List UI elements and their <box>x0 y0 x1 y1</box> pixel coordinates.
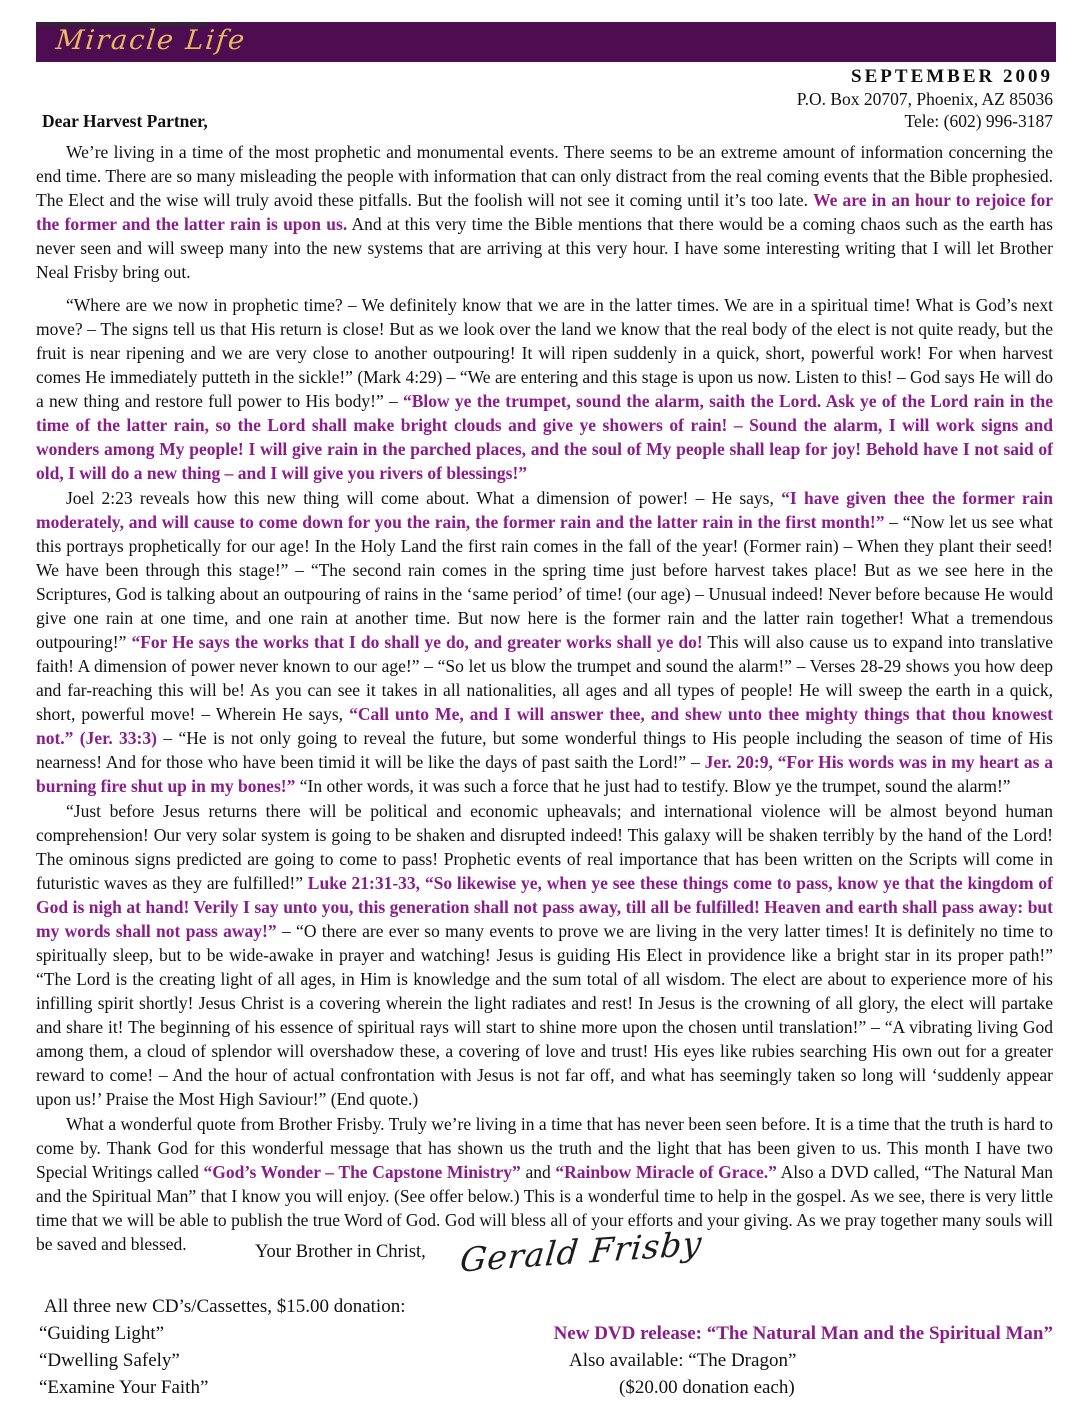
letter-body <box>36 140 1053 1257</box>
offers-row <box>36 1374 1053 1401</box>
body-text: Also a DVD called, “The Natural Man and the Spiritual Man” that I know you will enjoy. (See offer below.) This is a wonderful time to help in the gospel. As we see, there is very little time that we will be able to publish the true Word of God. God will bless all of your efforts and your giving. As we pray together many souls will be saved and blessed. <box>36 1162 1053 1254</box>
scripture-emphasis-text: “God’s Wonder – The Capstone Ministry” <box>203 1162 521 1182</box>
body-text: We’re living in a time of the most prophetic and monumental events. There seems to be an extreme amount of information concerning the end time. There are so many misleading the people with information that can only distract from the real coming events that the Bible prophesied. The Elect and the wise will truly avoid these pitfalls. But the foolish will not see it coming until it’s too late. <box>36 142 1053 210</box>
body-text: “Where are we now in prophetic time? – We definitely know that we are in the latter times. We are in a spiritual time! What is God’s next move? – The signs tell us that His return is close! But as we look over the land we know that the real body of the elect is not quite ready, but the fruit is near ripening and we are very close to another outpouring! It will ripen suddenly in a quick, short, powerful work! For when harvest comes He immediately putteth in the sickle!” (Mark 4:29) – “We are entering and this stage is upon us now. Listen to this! – God says He will do a new thing and restore full power to His body!” – <box>36 295 1053 411</box>
scripture-emphasis-text: “Blow ye the trumpet, sound the alarm, saith the Lord. Ask ye of the Lord rain in the time of the latter rain, so the Lord shall make bright clouds and give ye showers of rain! – Sound the alarm, I will work signs and wonders among My people! I will give rain in the parched places, and the soul of My people shall leap for joy! Behold have I not said of old, I will do a new thing – and I will give you rivers of blessings!” <box>36 391 1053 483</box>
offers-row <box>36 1293 1053 1320</box>
also-available-note: Also available: “The Dragon” <box>569 1350 797 1371</box>
cd-title: “Guiding Light” <box>39 1323 165 1344</box>
body-text: and <box>520 1162 556 1182</box>
letter-paragraph <box>36 486 1053 798</box>
body-text: – “Now let us see what this portrays prophetically for our age! In the Holy Land the first rain comes in the fall of the year! (Former rain) – When they plant their seed! We have been through this stage!” – “The second rain comes in the spring time just before harvest takes place! But as we see here in the Scriptures, God is talking about an outpouring of rains in the ‘same period’ of time! (our age) – Unusual indeed! Never before because He would give one rain at one time, and one rain at another time. But now here is the former rain and the latter rain together! What a tremendous outpouring!” <box>36 512 1053 652</box>
body-text: – “O there are ever so many events to prove we are living in the very latter times! It is definitely no time to spiritually sleep, but to be wide-awake in prayer and watching! Jesus is guiding His Elect in providence like a bright star in its proper path!” “The Lord is the creating light of all ages, in Him is knowledge and the sum total of all wisdom. The elect are about to experience more of his infilling spirit shortly! Jesus Christ is a covering wherein the light radiates and rest! In Jesus is the crowning of all glory, the elect will partake and share it! The beginning of his essence of spiritual rays will start to shine more upon the chosen until translation!” – “A vibrating living God among them, a cloud of splendor will overshadow these, a covering of love and trust! His eyes like rubies searching His own out for a greater reward to come! – And the hour of actual confrontation with Jesus is not far off, and what has seemingly taken so long will ‘suddenly appear upon us!’ Praise the Most High Saviour!” (End quote.) <box>36 921 1053 1109</box>
body-text: What a wonderful quote from Brother Frisby. Truly we’re living in a time that has never been seen before. It is a time that the truth is hard to come by. Thank God for this wonderful message that has shown us the truth and the light that has been given to us. This month I have two Special Writings called <box>36 1114 1053 1182</box>
body-text: Joel 2:23 reveals how this new thing will come about. What a dimension of power! – He says, <box>66 488 782 508</box>
body-text: And at this very time the Bible mentions that there would be a coming chaos such as the earth has never seen and will sweep many into the new systems that are arriving at this very hour. I have some interesting writing that I will let Brother Neal Frisby bring out. <box>36 214 1053 282</box>
signature: Gerald Frisby <box>458 1223 705 1280</box>
scripture-emphasis-text: Luke 21:31-33, “So likewise ye, when ye see these things come to pass, know ye that the kingdom of God is nigh at hand! Verily I say unto you, this generation shall not pass away, till all be fulfilled! Heaven and earth shall pass away: but my words shall not pass away!” <box>36 873 1054 941</box>
body-text: This will also cause us to expand into translative faith! A dimension of power never known to our age!” – “So let us blow the trumpet and sound the alarm!” – Verses 28-29 shows you how deep and far-reaching this will be! As you can see it takes in all nationalities, all ages and all types of people! He will sweep the earth in a quick, short, powerful move! – Wherein He says, <box>36 632 1053 724</box>
issue-date: SEPTEMBER 2009 <box>851 66 1053 87</box>
letter-paragraph <box>36 140 1053 284</box>
scripture-emphasis-text: We are in an hour to rejoice for the former and the latter rain is upon us. <box>36 190 1053 234</box>
phone-number: Tele: (602) 996-3187 <box>904 111 1053 131</box>
letter-paragraph <box>36 799 1053 1111</box>
body-text: “Just before Jesus returns there will be political and economic upheavals; and international violence will be almost beyond human comprehension! Our very solar system is going to be shaken and disrupted indeed! This galaxy will be shaken terribly by the hand of the Lord! The ominous signs predicted are going to come to pass! Prophetic events of real importance that has been written on the Scripts will come in futuristic waves as they are fulfilled!” <box>36 801 1053 893</box>
dvd-release-announcement: New DVD release: “The Natural Man and the Spiritual Man” <box>553 1323 1053 1344</box>
closing-label: Your Brother in Christ, <box>255 1242 426 1262</box>
letter-footer <box>36 1222 1053 1401</box>
salutation: Dear Harvest Partner, <box>42 111 208 131</box>
offers-row <box>36 1347 1053 1374</box>
header-info <box>36 66 1053 132</box>
offers-section <box>36 1293 1053 1401</box>
cd-offer-header: All three new CD’s/Cassettes, $15.00 donation: <box>44 1296 406 1317</box>
scripture-emphasis-text: “Rainbow Miracle of Grace.” <box>555 1162 777 1182</box>
masthead-banner <box>36 22 1056 62</box>
newsletter-title: Miracle Life <box>54 25 248 56</box>
body-text: “In other words, it was such a force that he just had to testify. Blow ye the trumpet, sound the alarm!” <box>295 776 1011 796</box>
offers-row <box>36 1320 1053 1347</box>
scripture-emphasis-text: “Call unto Me, and I will answer thee, and shew unto thee mighty things that thou knowest not.” (Jer. 33:3) <box>36 704 1053 748</box>
body-text: – “He is not only going to reveal the future, but some wonderful things to His people including the season of time of His nearness! And for those who have been timid it will be like the days of past saith the Lord!” – <box>36 728 1053 772</box>
scripture-emphasis-text: “I have given thee the former rain moderately, and will cause to come down for you the rain, the former rain and the latter rain in the first month!” <box>36 488 1053 532</box>
scripture-emphasis-text: Jer. 20:9, “For His words was in my heart as a burning fire shut up in my bones!” <box>36 752 1054 796</box>
cd-title: “Examine Your Faith” <box>39 1377 209 1398</box>
scripture-emphasis-text: “For He says the works that I do shall ye do, and greater works shall ye do! <box>131 632 703 652</box>
po-box-address: P.O. Box 20707, Phoenix, AZ 85036 <box>796 89 1053 109</box>
letter-paragraph <box>36 293 1053 485</box>
closing <box>36 1223 1053 1280</box>
cd-title: “Dwelling Safely” <box>39 1350 180 1371</box>
donation-note: ($20.00 donation each) <box>619 1377 795 1398</box>
